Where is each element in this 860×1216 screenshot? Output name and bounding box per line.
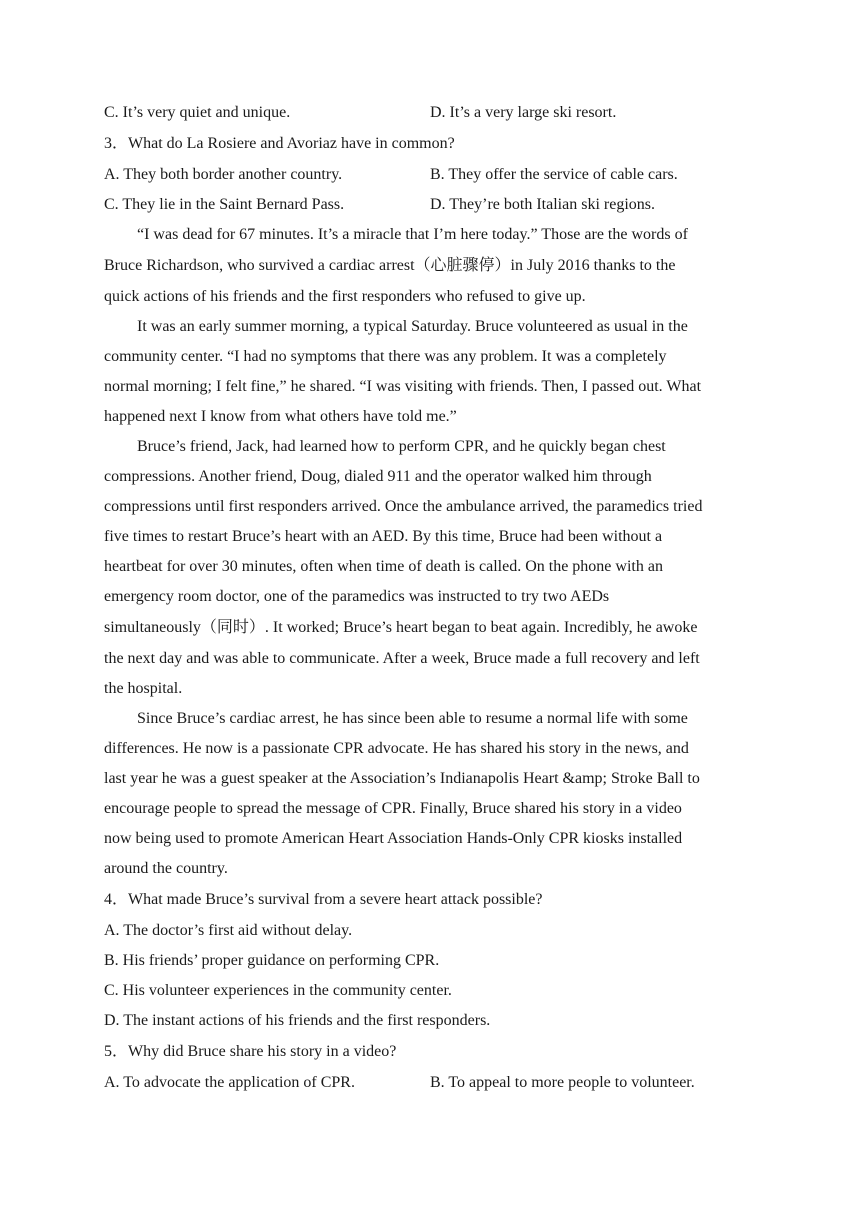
passage-line: happened next I know from what others have told me.” [104, 408, 457, 425]
q3-option-c: C. They lie in the Saint Bernard Pass. [104, 196, 345, 213]
q2-option-d: D. It’s a very large ski resort. [430, 104, 617, 121]
q3-option-b: B. They offer the service of cable cars. [430, 166, 678, 183]
passage-line: Since Bruce’s cardiac arrest, he has since been able to resume a normal life with some [137, 710, 688, 727]
passage-line: differences. He now is a passionate CPR advocate. He has shared his story in the news, and [104, 740, 689, 757]
passage-line: Bruce Richardson, who survived a cardiac arrest（心脏骤停）in July 2016 thanks to the [104, 257, 676, 274]
q4-question: 4．What made Bruce’s survival from a severe heart attack possible? [104, 891, 543, 908]
passage-line: the hospital. [104, 680, 183, 697]
q5-option-b: B. To appeal to more people to volunteer. [430, 1074, 695, 1091]
passage-paragraph-4 [104, 704, 756, 884]
q4-option-d: D. The instant actions of his friends and the first responders. [104, 1012, 491, 1029]
passage-line: heartbeat for over 30 minutes, often when time of death is called. On the phone with an [104, 558, 663, 575]
passage-line: “I was dead for 67 minutes. It’s a miracle that I’m here today.” Those are the words of [137, 226, 688, 243]
q3-options-row-2 [104, 190, 756, 220]
passage-line: encourage people to spread the message of CPR. Finally, Bruce shared his story in a video [104, 800, 682, 817]
passage-line: around the country. [104, 860, 228, 877]
passage-line: compressions until first responders arrived. Once the ambulance arrived, the paramedics tried [104, 498, 703, 515]
q2-option-c: C. It’s very quiet and unique. [104, 104, 291, 121]
passage-line: It was an early summer morning, a typical Saturday. Bruce volunteered as usual in the [137, 318, 688, 335]
passage-line: quick actions of his friends and the first responders who refused to give up. [104, 288, 586, 305]
passage-paragraph-3 [104, 432, 756, 704]
q2-options-row [104, 98, 756, 128]
passage-line: last year he was a guest speaker at the Association’s Indianapolis Heart &amp; Stroke Ball to [104, 770, 700, 787]
q3-option-a: A. They both border another country. [104, 166, 343, 183]
passage-line: Bruce’s friend, Jack, had learned how to perform CPR, and he quickly began chest [137, 438, 666, 455]
q5-options-row-1 [104, 1068, 756, 1098]
exam-page [104, 98, 756, 1098]
passage-line: five times to restart Bruce’s heart with an AED. By this time, Bruce had been without a [104, 528, 663, 545]
q5-option-a: A. To advocate the application of CPR. [104, 1074, 355, 1091]
q4-option-c: C. His volunteer experiences in the community center. [104, 982, 452, 999]
q4-option-b: B. His friends’ proper guidance on performing CPR. [104, 952, 440, 969]
q3-option-d: D. They’re both Italian ski regions. [430, 196, 655, 213]
q4-option-a: A. The doctor’s first aid without delay. [104, 922, 353, 939]
passage-line: emergency room doctor, one of the paramedics was instructed to try two AEDs [104, 588, 610, 605]
passage-line: community center. “I had no symptoms that there was any problem. It was a completely [104, 348, 667, 365]
passage-line: the next day and was able to communicate. After a week, Bruce made a full recovery and left [104, 650, 700, 667]
passage-line: simultaneously（同时）. It worked; Bruce’s heart began to beat again. Incredibly, he awoke [104, 619, 698, 636]
passage-line: now being used to promote American Heart Association Hands-Only CPR kiosks installed [104, 830, 683, 847]
passage-line: compressions. Another friend, Doug, dialed 911 and the operator walked him through [104, 468, 652, 485]
passage-line: normal morning; I felt fine,” he shared. “I was visiting with friends. Then, I passed out. What [104, 378, 702, 395]
passage-paragraph-2 [104, 312, 756, 432]
passage-paragraph-1 [104, 220, 756, 312]
q3-question: 3．What do La Rosiere and Avoriaz have in common? [104, 135, 455, 152]
q5-question: 5．Why did Bruce share his story in a video? [104, 1043, 397, 1060]
q3-options-row-1 [104, 160, 756, 190]
